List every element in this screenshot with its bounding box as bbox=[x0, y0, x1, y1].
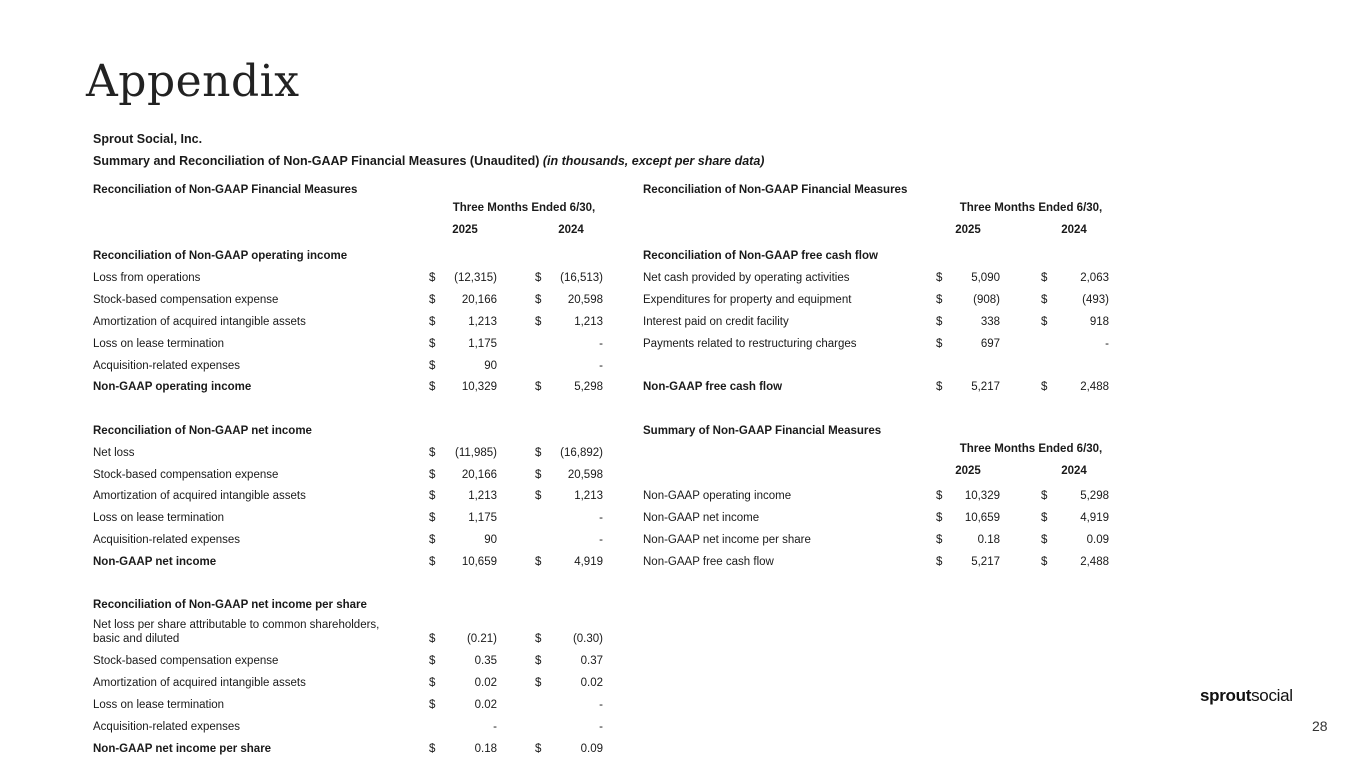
table-row: Non-GAAP net income $ 10,659 $ 4,919 bbox=[643, 512, 1109, 524]
page-number: 28 bbox=[1312, 718, 1328, 734]
table-row: Acquisition-related expenses $ 90 - bbox=[93, 360, 603, 372]
subtitle-text: Summary and Reconciliation of Non-GAAP Financial Measures (Unaudited) bbox=[93, 154, 540, 168]
report-subtitle bbox=[93, 154, 764, 168]
right-heading: Reconciliation of Non-GAAP Financial Measures bbox=[643, 184, 908, 196]
table-row: Net loss per share attributable to common shareholders, basic and diluted $ (0.21) $ (0.30) bbox=[93, 619, 603, 645]
summary-year1-header: 2025 bbox=[955, 465, 981, 477]
left-heading: Reconciliation of Non-GAAP Financial Measures bbox=[93, 184, 358, 196]
page-title: Appendix bbox=[86, 56, 300, 107]
table-row: Stock-based compensation expense $ 0.35 $ 0.37 bbox=[93, 655, 603, 667]
table-row: Expenditures for property and equipment $ (908) $ (493) bbox=[643, 294, 1109, 306]
total-row-net-income: Non-GAAP net income $ 10,659 $ 4,919 bbox=[93, 556, 603, 568]
section-title-fcf: Reconciliation of Non-GAAP free cash flow bbox=[643, 250, 878, 262]
summary-period-header: Three Months Ended 6/30, bbox=[959, 443, 1103, 455]
sprout-social-logo: sproutsocial bbox=[1200, 686, 1293, 705]
section-title-op-income: Reconciliation of Non-GAAP operating income bbox=[93, 250, 348, 262]
left-year1-header: 2025 bbox=[452, 224, 478, 236]
total-row-op-income: Non-GAAP operating income $ 10,329 $ 5,298 bbox=[93, 381, 603, 393]
table-row: Amortization of acquired intangible assets $ 0.02 $ 0.02 bbox=[93, 677, 603, 689]
section-title-per-share: Reconciliation of Non-GAAP net income per share bbox=[93, 599, 367, 611]
right-year1-header: 2025 bbox=[955, 224, 981, 236]
table-row: Non-GAAP net income per share $ 0.18 $ 0.09 bbox=[643, 534, 1109, 546]
summary-year2-header: 2024 bbox=[1061, 465, 1087, 477]
section-title-summary: Summary of Non-GAAP Financial Measures bbox=[643, 425, 882, 437]
table-row: Amortization of acquired intangible assets $ 1,213 $ 1,213 bbox=[93, 490, 603, 502]
right-year2-header: 2024 bbox=[1061, 224, 1087, 236]
section-title-net-income: Reconciliation of Non-GAAP net income bbox=[93, 425, 312, 437]
table-row: Loss from operations $ (12,315) $ (16,513) bbox=[93, 272, 603, 284]
table-row: Stock-based compensation expense $ 20,166 $ 20,598 bbox=[93, 469, 603, 481]
table-row: Stock-based compensation expense $ 20,166 $ 20,598 bbox=[93, 294, 603, 306]
table-row: Non-GAAP free cash flow $ 5,217 $ 2,488 bbox=[643, 556, 1109, 568]
table-row: Acquisition-related expenses $ 90 - bbox=[93, 534, 603, 546]
right-period-header: Three Months Ended 6/30, bbox=[959, 202, 1103, 214]
table-row: Non-GAAP operating income $ 10,329 $ 5,298 bbox=[643, 490, 1109, 502]
table-row: Net loss $ (11,985) $ (16,892) bbox=[93, 447, 603, 459]
table-row: Acquisition-related expenses - - bbox=[93, 721, 603, 733]
table-row: Interest paid on credit facility $ 338 $ 918 bbox=[643, 316, 1109, 328]
table-row: Loss on lease termination $ 0.02 - bbox=[93, 699, 603, 711]
total-row-fcf: Non-GAAP free cash flow $ 5,217 $ 2,488 bbox=[643, 381, 1109, 393]
left-period-header: Three Months Ended 6/30, bbox=[452, 202, 596, 214]
table-row: Payments related to restructuring charges $ 697 - bbox=[643, 338, 1109, 350]
table-row: Amortization of acquired intangible assets $ 1,213 $ 1,213 bbox=[93, 316, 603, 328]
table-row: Loss on lease termination $ 1,175 - bbox=[93, 338, 603, 350]
table-row: Net cash provided by operating activities $ 5,090 $ 2,063 bbox=[643, 272, 1109, 284]
table-row: Loss on lease termination $ 1,175 - bbox=[93, 512, 603, 524]
total-row-per-share: Non-GAAP net income per share $ 0.18 $ 0.09 bbox=[93, 743, 603, 755]
left-year2-header: 2024 bbox=[558, 224, 584, 236]
company-name: Sprout Social, Inc. bbox=[93, 132, 203, 146]
subtitle-note: (in thousands, except per share data) bbox=[542, 154, 765, 168]
